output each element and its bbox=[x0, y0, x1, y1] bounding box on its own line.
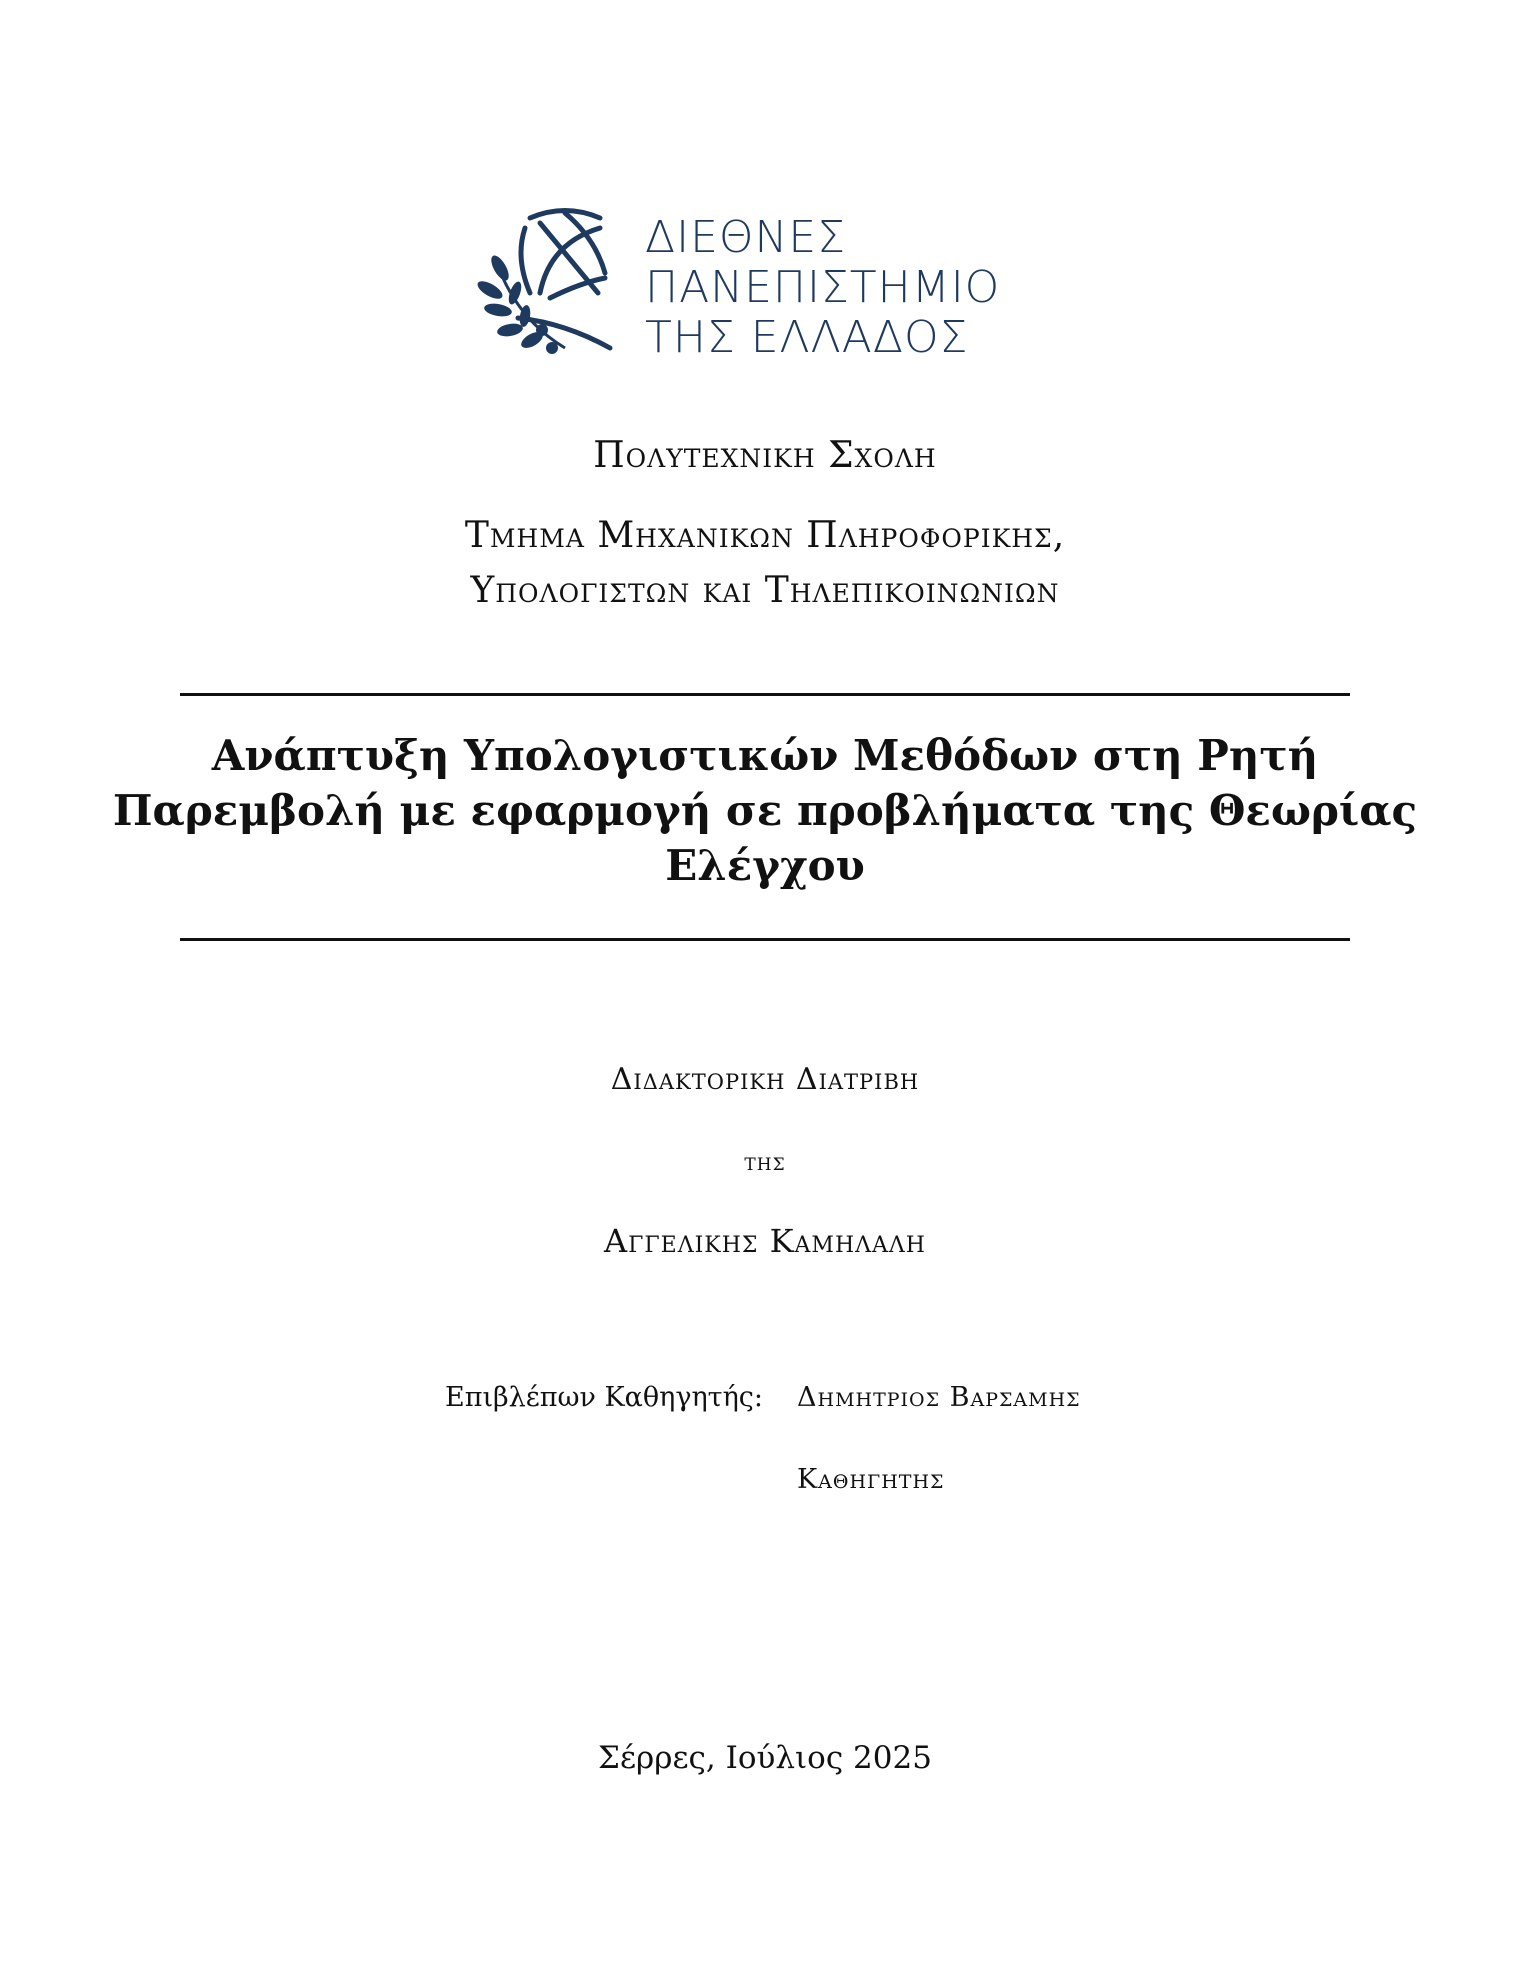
supervisor-name: Δημητριος Βαρσαμης bbox=[797, 1382, 1081, 1413]
university-name bbox=[645, 213, 1000, 363]
thesis-title-line-1: Ανάπτυξη Υπολογιστικών Μεθόδων στη Ρητή bbox=[211, 731, 1319, 780]
author-name: Αγγελικης Καμηλαλη bbox=[604, 1222, 926, 1260]
university-name-line-2: ΠΑΝΕΠΙΣΤΗΜΙΟ bbox=[645, 262, 1001, 313]
university-logo bbox=[470, 198, 1070, 368]
place-date: Σέρρες, Ιούλιος 2025 bbox=[598, 1740, 932, 1776]
supervisor-label: Επιβλέπων Καθηγητής: bbox=[445, 1382, 763, 1413]
school-name: Πολυτεχνικη Σχολη bbox=[593, 435, 937, 476]
thesis-title-line-3: Ελέγχου bbox=[665, 841, 865, 890]
of-word: της bbox=[744, 1148, 786, 1176]
title-bottom-rule bbox=[180, 938, 1350, 941]
thesis-title bbox=[0, 728, 1530, 893]
department-name-line-2: Υπολογιστων και Τηλεπικοινωνιων bbox=[470, 570, 1060, 611]
thesis-type: Διδακτορικη Διατριβη bbox=[610, 1062, 920, 1097]
globe-olive-branch-icon bbox=[470, 198, 640, 368]
department-name-line-1: Τμημα Μηχανικων Πληροφορικης, bbox=[464, 515, 1066, 556]
supervisor-title: Καθηγητης bbox=[797, 1464, 945, 1495]
university-name-line-3: ΤΗΣ ΕΛΛΑΔΟΣ bbox=[645, 312, 969, 363]
thesis-title-line-2: Παρεμβολή με εφαρμογή σε προβλήματα της Θεωρίας bbox=[112, 786, 1418, 835]
university-name-line-1: ΔΙΕΘΝΕΣ bbox=[645, 212, 847, 263]
title-top-rule bbox=[180, 693, 1350, 696]
